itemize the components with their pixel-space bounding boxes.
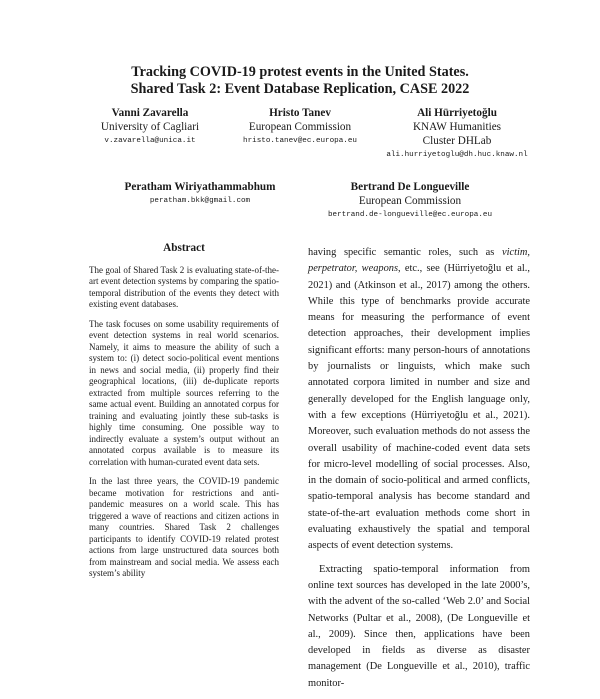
author-name: Hristo Tanev <box>269 107 331 119</box>
abstract-heading: Abstract <box>163 242 205 254</box>
author-block <box>100 180 300 208</box>
abstract-paragraph: In the last three years, the COVID-19 pandemic became motivation for restrictions and anti-pandemic measures on a world scale. This has triggered a wave of reactions and citizen actions in many countries. Shared Task 2 challenges participants to identify COVID-19 related protest actions from large unstructured data sources both from mainstream and social media. We assess each system’s ability <box>89 476 279 578</box>
author-email[interactable]: v.zavarella@unica.it <box>104 137 196 145</box>
author-affiliation: European Commission <box>248 121 352 133</box>
author-email[interactable]: hristo.tanev@ec.europa.eu <box>243 137 357 145</box>
author-name: Vanni Zavarella <box>111 107 189 119</box>
author-affiliation-2: Cluster DHLab <box>422 135 492 147</box>
author-email[interactable]: bertrand.de-longueville@ec.europa.eu <box>327 211 493 219</box>
paper-title <box>0 64 600 98</box>
abstract-paragraph: The goal of Shared Task 2 is evaluating state-of-the-art event detection systems by comparing the spatio-temporal distribution of the events they detect with existing event databases. <box>89 264 279 309</box>
author-block <box>70 106 230 148</box>
author-block <box>225 106 375 148</box>
author-email[interactable]: ali.hurriyetoglu@dh.huc.knaw.nl <box>386 151 528 159</box>
body-paragraph <box>308 245 530 555</box>
body-paragraph: Extracting spatio-temporal information from online text sources has developed in the late 2000’s, with the advent of the so-called ‘Web 2.0’ and Social Networks (Pultar et al., 2008), (De Longueville et al., 2009). Since then, applications have been developed in fields as diverse as disaster management (De Longueville et al., 2010), traffic monitor- <box>308 563 530 689</box>
body-column <box>308 245 530 699</box>
author-affiliation: KNAW Humanities <box>412 121 502 133</box>
author-email[interactable]: peratham.bkk@gmail.com <box>149 197 251 205</box>
author-block <box>295 180 525 222</box>
author-affiliation: European Commission <box>358 195 462 207</box>
body-text: , etc., see (Hürriyetoğlu et al., 2021) and (Atkinson et al., 2017) among the others. While this type of benchmarks provide accurate means for measuring the performance of event detection approaches, their development implies significant efforts: many person-hours of annotations by journalists or linguists, which make such annotated corpora limited in number and size and generally developed for the English language only, with a few exceptions (Hürriyetoğlu et al., 2021). Moreover, such evaluation methods do not assess the overall usability of machine-coded event data sets for micro-level modelling of social processes. Also, in the domain of socio-political and armed conflicts, spatio-temporal analysis has become standard and state-of-the-art evaluation methods come short in evaluating exhaustively the spatial and temporal aspects of event detection systems. <box>308 263 530 552</box>
body-text: having specific semantic roles, such as <box>308 247 502 258</box>
author-name: Bertrand De Longueville <box>350 181 470 193</box>
abstract-paragraph: The task focuses on some usability requirements of event detection systems in real world scenarios. Namely, it aims to measure the ability of such a system to: (i) detect socio-political event mentions in news and social media, (ii) properly find their geographical locations, (iii) de-duplicate reports extracted from multiple sources referring to the same actual event. Building an annotated corpus for training and evaluating jointly these sub-tasks is highly time consuming. One possible way to indirectly evaluate a system’s output without an annotated corpus available is to measure its correlation with human-curated event data sets. <box>89 318 279 467</box>
author-name: Peratham Wiriyathammabhum <box>124 181 276 193</box>
body-emphasis: victim, perpetrator, weapons <box>308 247 530 275</box>
title-line-1: Tracking COVID-19 protest events in the United States. <box>131 64 469 80</box>
author-name: Ali Hürriyetoğlu <box>417 107 497 119</box>
title-line-2: Shared Task 2: Event Database Replication, CASE 2022 <box>130 81 470 97</box>
abstract-section <box>89 243 279 588</box>
author-affiliation: University of Cagliari <box>100 121 200 133</box>
author-block <box>372 106 542 162</box>
